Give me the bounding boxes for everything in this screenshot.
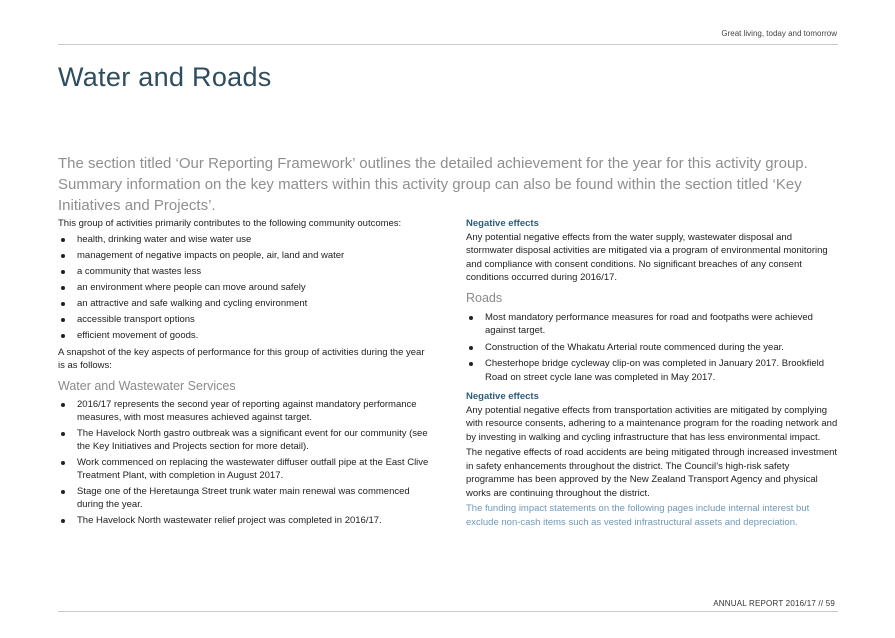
list-item: The Havelock North wastewater relief project was completed in 2016/17. <box>58 514 430 528</box>
roads-heading: Roads <box>466 290 503 305</box>
list-item: 2016/17 represents the second year of reporting against mandatory performance measures, with most measures achieved against target. <box>58 398 430 425</box>
list-item: an attractive and safe walking and cycling environment <box>58 297 430 311</box>
negative-effects-heading: Negative effects <box>466 391 539 402</box>
header-tagline: Great living, today and tomorrow <box>721 29 837 38</box>
list-item: Construction of the Whakatu Arterial route commenced during the year. <box>466 341 838 355</box>
negative-effects-roads-text: Any potential negative effects from transportation activities are mitigated by complying with resource consents, adhering to a maintenance program for the roading network and by investing in walking and cycling infrastructure that has less environmental impact. <box>466 404 838 443</box>
list-item: health, drinking water and wise water use <box>58 233 430 247</box>
outcomes-list <box>58 233 430 343</box>
left-column <box>58 217 430 527</box>
list-item: a community that wastes less <box>58 265 430 279</box>
roads-list <box>466 311 838 385</box>
list-item: Chesterhope bridge cycleway clip-on was completed in January 2017. Brookfield Road on street cycle lane was completed in May 2017. <box>466 357 838 384</box>
outcomes-lead: This group of activities primarily contributes to the following community outcomes: <box>58 218 402 229</box>
road-accidents-text: The negative effects of road accidents are being mitigated through increased investment in safety enhancements throughout the district. The Council’s high-risk safety programme has been approved by the New Zealand Transport Agency and physical works are continuing throughout the district. <box>466 447 838 499</box>
list-item: an environment where people can move around safely <box>58 281 430 295</box>
water-list <box>58 398 430 528</box>
footer-divider <box>58 611 838 612</box>
footer-page-label: ANNUAL REPORT 2016/17 // 59 <box>713 599 835 608</box>
list-item: Stage one of the Heretaunga Street trunk water main renewal was commenced during the year. <box>58 485 430 512</box>
intro-paragraph: The section titled ‘Our Reporting Framework’ outlines the detailed achievement for the year for this activity group. Summary information on the key matters within this activity group can also be found within the section titled ‘Key Initiatives and Projects’. <box>58 155 808 214</box>
right-column <box>466 217 838 529</box>
list-item: Most mandatory performance measures for road and footpaths were achieved against target. <box>466 311 838 338</box>
water-heading: Water and Wastewater Services <box>58 378 236 393</box>
list-item: efficient movement of goods. <box>58 329 430 343</box>
header-divider <box>58 44 838 45</box>
list-item: Work commenced on replacing the wastewater diffuser outfall pipe at the East Clive Treatment Plant, with completion in August 2017. <box>58 456 430 483</box>
list-item: The Havelock North gastro outbreak was a significant event for our community (see the Key Initiatives and Projects section for more detail). <box>58 427 430 454</box>
list-item: accessible transport options <box>58 313 430 327</box>
page-title: Water and Roads <box>58 62 272 92</box>
snapshot-paragraph: A snapshot of the key aspects of performance for this group of activities during the year is as follows: <box>58 346 425 371</box>
funding-note: The funding impact statements on the following pages include internal interest but exclude non-cash items such as vested infrastructural assets and depreciation. <box>466 503 810 528</box>
list-item: management of negative impacts on people, air, land and water <box>58 249 430 263</box>
negative-effects-water-text: Any potential negative effects from the water supply, wastewater disposal and stormwater disposal activities are mitigated via a program of environmental monitoring and compliance with consent conditions. No significant breaches of any consent conditions occurred during 2016/17. <box>466 231 828 283</box>
negative-effects-heading: Negative effects <box>466 218 539 229</box>
